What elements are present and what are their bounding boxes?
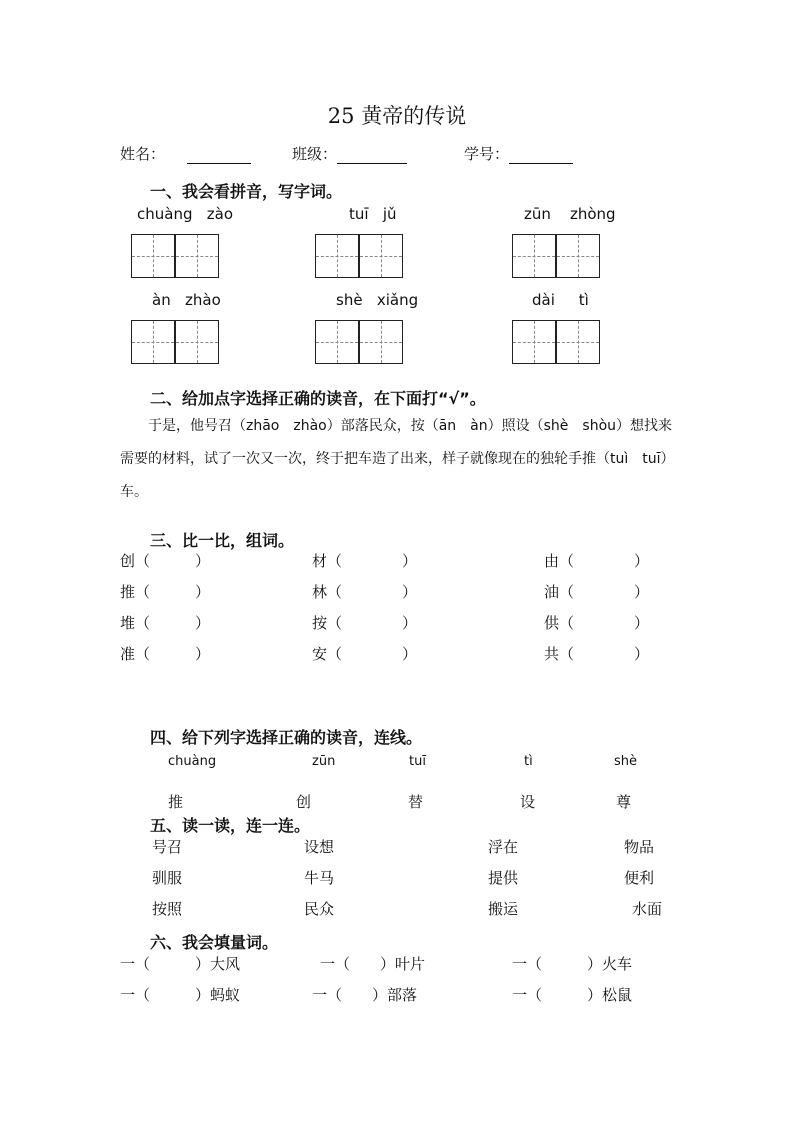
name-blank[interactable]: [187, 147, 251, 164]
word-item: 便利: [624, 869, 655, 887]
compare-item: 共（ ）: [544, 645, 650, 663]
writing-box[interactable]: [315, 320, 359, 364]
pinyin-3: zūn zhòng: [524, 205, 616, 223]
number-blank[interactable]: [509, 147, 573, 164]
word-item: 民众: [304, 900, 335, 918]
measure-word-item: 一（ ）蚂蚁: [120, 986, 241, 1004]
compare-item: 创（ ）: [120, 552, 211, 570]
compare-item: 按（ ）: [312, 614, 418, 632]
word-item: 水面: [632, 900, 663, 918]
writing-box[interactable]: [556, 234, 600, 278]
section-2-heading: 二、给加点字选择正确的读音，在下面打“√”。: [150, 389, 486, 408]
page-title: 25 黄帝的传说: [327, 104, 467, 128]
section-4-heading: 四、给下列字选择正确的读音，连线。: [150, 728, 423, 747]
name-field: [120, 143, 251, 164]
name-label: 姓名：: [120, 145, 166, 163]
compare-item: 堆（ ）: [120, 614, 211, 632]
compare-item: 油（ ）: [544, 583, 650, 601]
compare-item: 供（ ）: [544, 614, 650, 632]
match-pinyin: tì: [524, 754, 533, 769]
pinyin-2: tuī jǔ: [349, 205, 397, 223]
match-pinyin: shè: [614, 754, 638, 769]
compare-item: 材（ ）: [312, 552, 418, 570]
class-label: 班级：: [292, 145, 338, 163]
writing-box[interactable]: [315, 234, 359, 278]
match-char: 替: [408, 793, 424, 811]
story-paragraph: 于是，他号召（zhāo zhào）部落民众，按（ān àn）照设（shè shòu）想找来需要的材料，试了一次又一次，终于把车造了出来，样子就像现在的独轮手推（tuì tuī）车。: [120, 418, 675, 500]
writing-box[interactable]: [131, 234, 175, 278]
word-item: 驯服: [152, 869, 183, 887]
writing-box[interactable]: [359, 320, 403, 364]
class-blank[interactable]: [337, 147, 407, 164]
measure-word-item: 一（ ）火车: [512, 955, 633, 973]
writing-box[interactable]: [512, 234, 556, 278]
writing-box[interactable]: [556, 320, 600, 364]
writing-box[interactable]: [175, 320, 219, 364]
word-item: 设想: [304, 838, 335, 856]
compare-item: 推（ ）: [120, 583, 211, 601]
compare-item: 准（ ）: [120, 645, 211, 663]
word-item: 物品: [624, 838, 655, 856]
number-label: 学号：: [464, 145, 510, 163]
match-char: 创: [296, 793, 312, 811]
word-item: 搬运: [488, 900, 519, 918]
measure-word-item: 一（ ）大风: [120, 955, 241, 973]
word-item: 提供: [488, 869, 519, 887]
match-pinyin: chuàng: [168, 754, 217, 769]
match-char: 尊: [616, 793, 632, 811]
match-char: 设: [520, 793, 536, 811]
measure-word-item: 一（ ）部落: [312, 986, 418, 1004]
section-1-heading: 一、我会看拼音，写字词。: [150, 182, 343, 201]
section-3-heading: 三、比一比，组词。: [150, 531, 295, 550]
pinyin-5: shè xiǎng: [336, 291, 419, 309]
word-item: 号召: [152, 838, 183, 856]
word-item: 按照: [152, 900, 183, 918]
section-6-heading: 六、我会填量词。: [150, 933, 279, 952]
compare-item: 由（ ）: [544, 552, 650, 570]
pinyin-6: dài tì: [532, 291, 589, 309]
word-item: 牛马: [304, 869, 335, 887]
measure-word-item: 一（ ）叶片: [320, 955, 426, 973]
number-field: [464, 143, 573, 164]
measure-word-item: 一（ ）松鼠: [512, 986, 633, 1004]
word-item: 浮在: [488, 838, 519, 856]
writing-box[interactable]: [175, 234, 219, 278]
match-pinyin: zūn: [312, 754, 336, 769]
pinyin-4: àn zhào: [152, 291, 221, 309]
match-pinyin: tuī: [409, 754, 426, 769]
compare-item: 安（ ）: [312, 645, 418, 663]
writing-box[interactable]: [131, 320, 175, 364]
section-5-heading: 五、读一读，连一连。: [150, 816, 311, 835]
match-char: 推: [168, 793, 184, 811]
writing-box[interactable]: [512, 320, 556, 364]
pinyin-1: chuàng zào: [137, 205, 234, 223]
class-field: [292, 143, 407, 164]
compare-item: 林（ ）: [312, 583, 418, 601]
writing-box[interactable]: [359, 234, 403, 278]
